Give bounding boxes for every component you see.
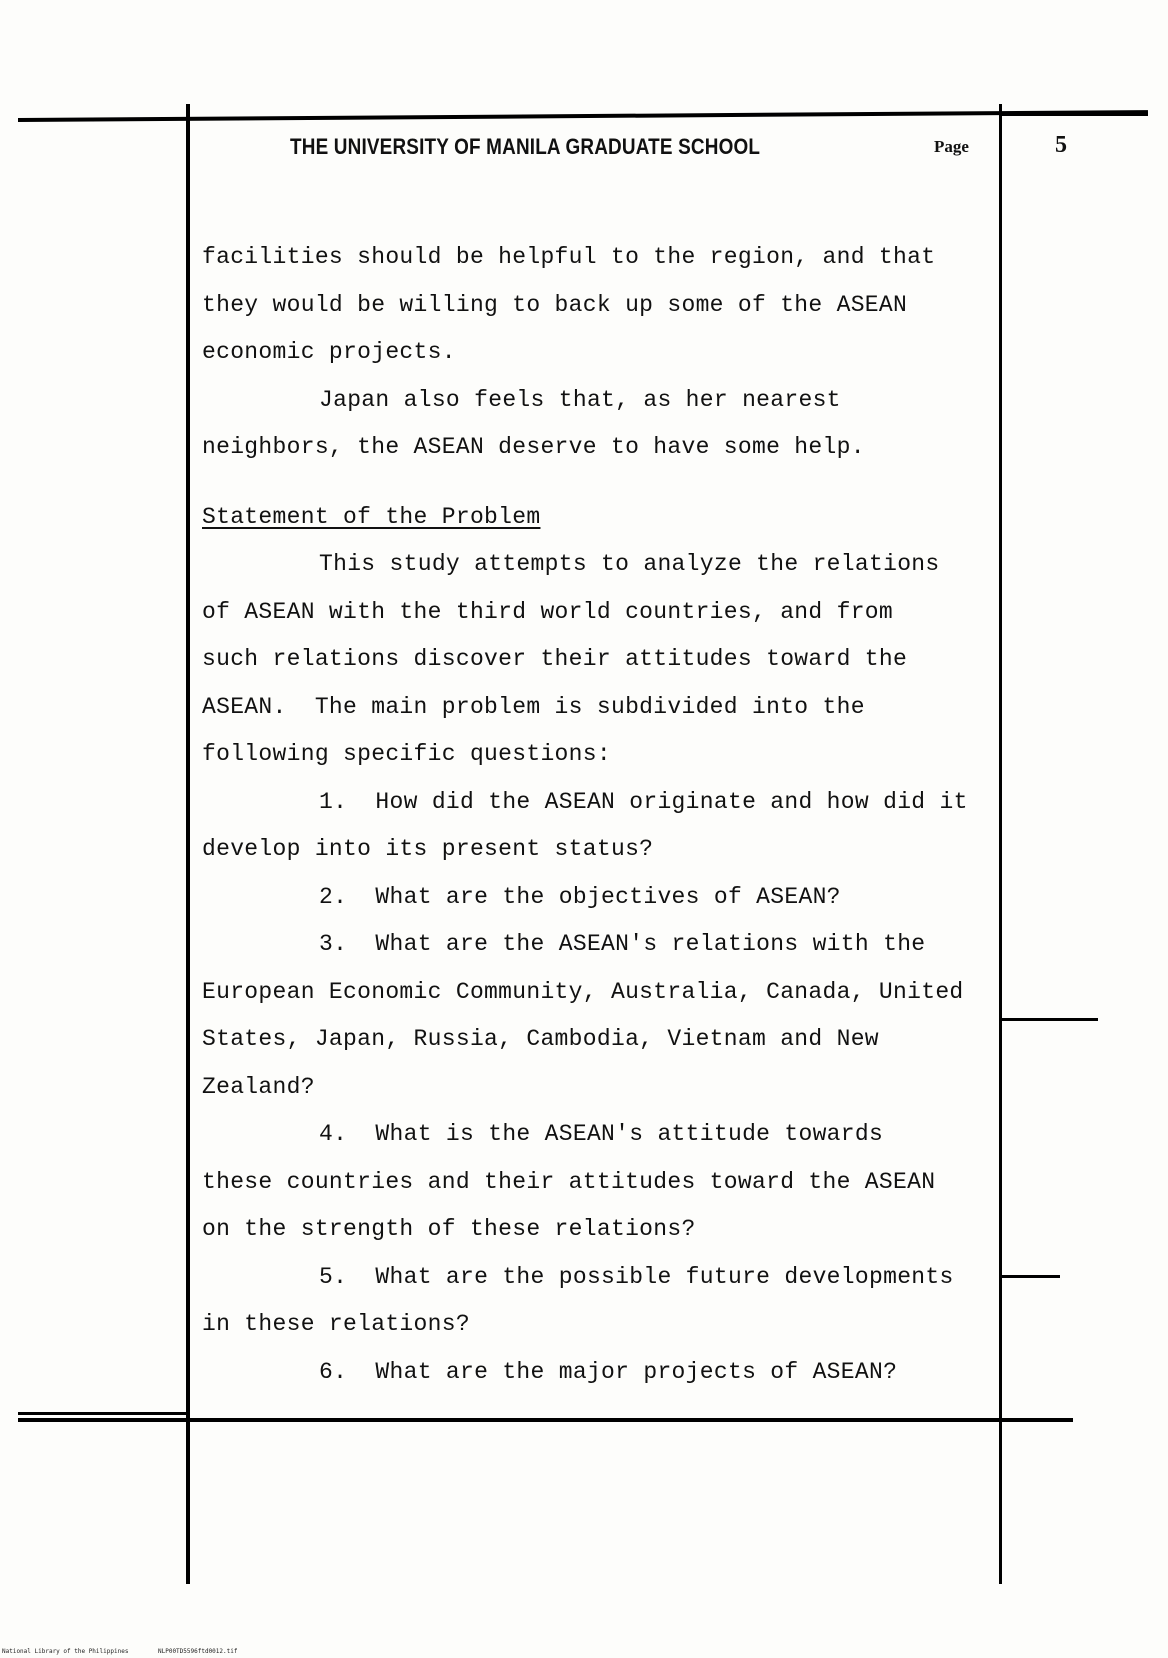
text-line: ASEAN. The main problem is subdivided into the [202, 693, 865, 720]
text-line: European Economic Community, Australia, Canada, United [202, 978, 964, 1005]
footer-rule-left [18, 1412, 188, 1415]
header-top-rule-right [1000, 112, 1148, 116]
question-1: 1. How did the ASEAN originate and how did it [319, 788, 968, 815]
header-title: THE UNIVERSITY OF MANILA GRADUATE SCHOOL [290, 134, 761, 159]
text-line: States, Japan, Russia, Cambodia, Vietnam and New [202, 1026, 879, 1052]
right-margin-rule [999, 104, 1002, 1584]
text-line: on the strength of these relations? [202, 1216, 696, 1242]
page-number: 5 [1055, 132, 1067, 158]
question-5: 5. What are the possible future developments [319, 1263, 954, 1290]
footer-credit: National Library of the Philippines [2, 1648, 129, 1655]
right-margin-mark [1000, 1018, 1098, 1021]
text-line: following specific questions: [202, 741, 611, 767]
question-2: 2. What are the objectives of ASEAN? [319, 883, 841, 910]
left-margin-rule [186, 104, 190, 1584]
text-line: facilities should be helpful to the region, and that [202, 244, 936, 270]
text-line: these countries and their attitudes toward the ASEAN [202, 1168, 936, 1195]
question-4: 4. What is the ASEAN's attitude towards [319, 1121, 884, 1147]
text-line: develop into its present status? [202, 836, 654, 862]
text-line: economic projects. [202, 339, 456, 365]
text-line: in these relations? [202, 1311, 470, 1337]
question-3: 3. What are the ASEAN's relations with the [319, 931, 926, 957]
text-line: they would be willing to back up some of the ASEAN [202, 291, 908, 318]
page-label: Page [934, 137, 969, 156]
paragraph-first-line: This study attempts to analyze the relations [319, 551, 940, 577]
paragraph-first-line: Japan also feels that, as her nearest [319, 386, 841, 413]
section-heading: Statement of the Problem [202, 503, 541, 530]
right-margin-mark-lower [1000, 1275, 1060, 1278]
footer-rule [18, 1418, 1073, 1422]
question-6: 6. What are the major projects of ASEAN? [319, 1358, 898, 1385]
document-body [202, 234, 982, 1396]
footer-filename: NLP00TD5596ftd0012.tif [158, 1648, 238, 1655]
text-line: of ASEAN with the third world countries, and from [202, 598, 894, 625]
text-line: such relations discover their attitudes toward the [202, 646, 908, 672]
text-line: Zealand? [202, 1073, 315, 1100]
text-line: neighbors, the ASEAN deserve to have some help. [202, 434, 865, 460]
